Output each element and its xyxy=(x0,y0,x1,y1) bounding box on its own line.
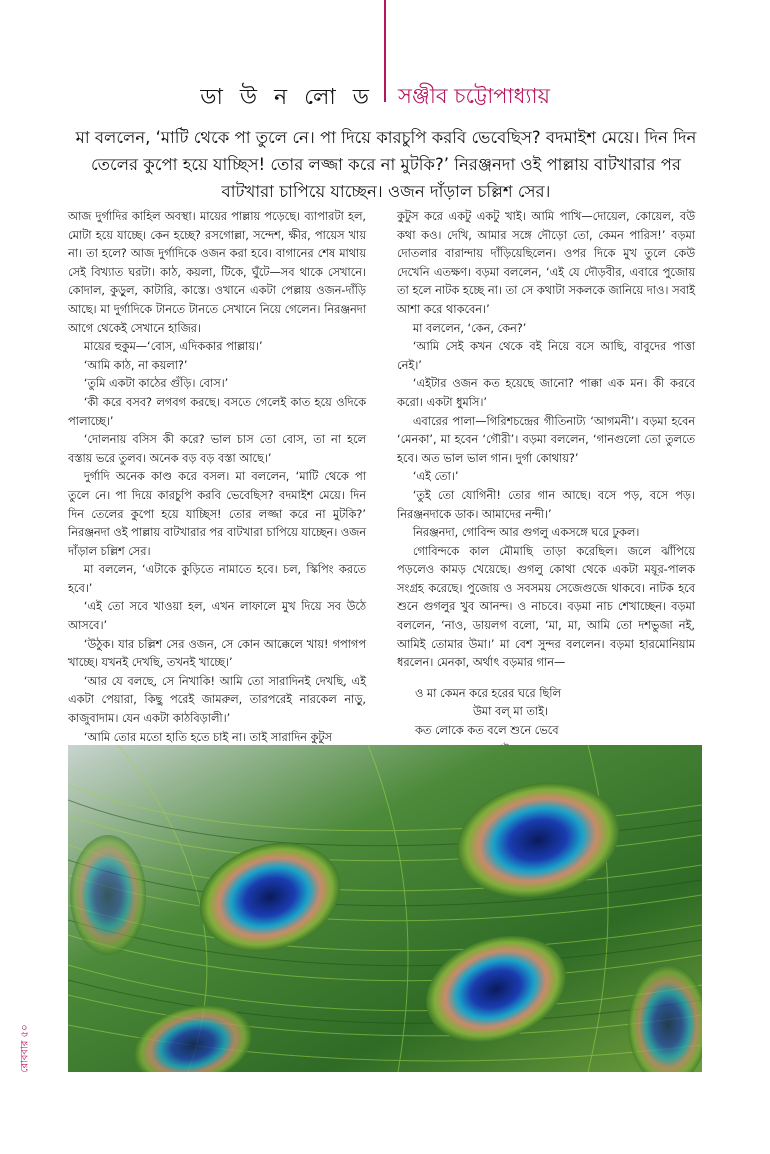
paragraph: ‘এই তো সবে খাওয়া হল, এখন লাফালে মুখ দিয়ে সব উঠে আসবে।’ xyxy=(68,600,366,633)
song-line: ও মা কেমন করে হরের ঘরে ছিলি xyxy=(415,686,561,700)
paragraph: নিরঞ্জনদা, গোবিন্দ আর গুগলু একসঙ্গে ঘরে ঢুকল। xyxy=(412,526,640,540)
peacock-feather-photo xyxy=(68,745,702,1072)
paragraph: ‘আর যে বলছে, সে নিখাকি! আমি তো সারাদিনই দেখছি, এই একটা পেয়ারা, কিছু পরেই জামরুল, তারপরেই নারকেল নাড়ু, কাজুবাদাম। যেন একটা কাঠবিড়ালী।’ xyxy=(68,674,366,726)
paragraph: মা বললেন, ‘এটাকে কুড়িতে নামাতে হবে। চল, স্কিপিং করতে হবে।’ xyxy=(68,563,366,595)
paragraph: ‘এইটার ওজন কত হয়েছে জানো? পাক্কা এক মন। কী করবে করো। একটা ধুমসি।’ xyxy=(397,377,695,409)
paragraph: ‘উঠুক। যার চল্লিশ সের ওজন, সে কোন আক্কেলে খায়! গপাগপ খাচ্ছে। যখনই দেখছি, তখনই খাচ্ছে।’ xyxy=(68,637,366,670)
paragraph: ‘তুই তো যোগিনী! তোর গান আছে। বসে পড়, বসে পড়। নিরঞ্জনদাকে ডাক। আমাদের নন্দী।’ xyxy=(397,488,695,521)
paragraph: মা বললেন, ‘কেন, কেন?’ xyxy=(412,321,527,335)
paragraph: ‘আমি কাঠ, না কয়লা?’ xyxy=(83,358,188,372)
paragraph: ‘আমি তোর মতো হাতি হতে চাই না। তাই সারাদিন কুটুস xyxy=(83,730,332,744)
header-divider-line xyxy=(384,0,386,102)
paragraph: আজ দুর্গাদির কাহিল অবস্থা। মায়ের পাল্লায় পড়েছে। ব্যাপারটা হল, মোটা হয়ে যাচ্ছে। কেন হচ্ছে? রসগোল্লা, সন্দেশ, ক্ষীর, পায়েস খায় না। তা হলে? আজ দুর্গাদিকে ওজন করা হবে। বাগানের শেষ মাথায় সেই বিখ্যাত ঘরটা। কাঠ, কয়লা, টিকে, ঘুঁটে—সব থাকে সেখানে। কোদাল, কুড়ুল, কাটারি, কাস্তে। ওখানে একটা পেল্লায় ওজন-দাঁড়ি আছে। মা দুর্গাদিকে টানতে টানতে সেখানে নিয়ে গেলেন। নিরঞ্জনদা আগে থেকেই সেখানে হাজির। xyxy=(68,210,366,335)
right-text-column xyxy=(397,208,695,759)
paragraph: গোবিন্দকে কাল মৌমাছি তাড়া করেছিল। জলে ঝাঁপিয়ে পড়লেও কামড় খেয়েছে। গুগলু কোথা থেকে একটা ময়ূর-পালক সংগ্রহ করেছে। পুজোয় ও সবসময় সেজেগুজে থাকবে। নাটক হবে শুনে গুগলুর খুব আনন্দ। ও নাচবে। বড়মা নাচ শেখাচ্ছেন। বড়মা বললেন, ‘নাও, ডায়লগ বলো, ‘মা, মা, আমি তো দশভুজা নই, আমিই তোমার উমা।’ মা বেশ সুন্দর বললেন। বড়মা হারমোনিয়াম ধরলেন। মেনকা, অর্থাৎ বড়মার গান— xyxy=(397,544,695,670)
paragraph: কুটুস করে একটু একটু খাই। আমি পাখি—দোয়েল, কোয়েল, বউ কথা কও। দেখি, আমার সঙ্গে দৌড়ো তো, কেমন পারিস!’ বড়মা দোতলার বারান্দায় দাঁড়িয়েছিলেন। ওপর দিকে মুখ তুলে কেউ দেখেনি এতক্ষণ। বড়মা বললেন, ‘এই যে দৌড়বীর, এবারে পুজোয় তা হলে নাটক হচ্ছে না। তা সে কথাটা সকলকে জানিয়ে দাও। সবাই আশা করে থাকবেন।’ xyxy=(397,210,695,316)
author-name: সঞ্জীব চট্টোপাধ্যায় xyxy=(398,84,550,108)
page-folio xyxy=(16,1010,30,1090)
paragraph: ‘কী করে বসব? লগবগ করছে। বসতে গেলেই কাত হয়ে ওদিকে পালাচ্ছে।’ xyxy=(68,395,366,428)
magazine-name: রোববার xyxy=(19,1040,31,1073)
paragraph: ‘তুমি একটা কাঠের গুঁড়ি। বোস।’ xyxy=(83,377,229,391)
page-number: ৫০ xyxy=(19,1024,31,1038)
paragraph: ‘এই তো।’ xyxy=(412,470,459,484)
paragraph: মায়ের হুকুম—‘বোস, এদিককার পাল্লায়।’ xyxy=(83,340,263,354)
pull-quote: মা বললেন, ‘মাটি থেকে পা তুলে নে। পা দিয়ে কারচুপি করবি ভেবেছিস? বদমাইশ মেয়ে। দিন দিন তেলের কুপো হয়ে যাচ্ছিস! তোর লজ্জা করে না মুটকি?’ নিরঞ্জনদা ওই পাল্লায় বাটখারার পর বাটখারা চাপিয়ে যাচ্ছেন। ওজন দাঁড়াল চল্লিশ সের। xyxy=(75,128,697,201)
song-line: উমা বল্ মা তাই। xyxy=(473,705,549,719)
feather-eye xyxy=(70,835,146,955)
section-title: ডা উ ন লো ড xyxy=(200,85,374,110)
paragraph: ‘দোলনায় বসিস কী করে? ভাল চাস তো বোস, তা না হলে বস্তায় ভরে তুলব। অনেক বড় বড় বস্তা আছে।’ xyxy=(68,433,366,465)
paragraph: এবারের পালা—গিরিশচন্দ্রের গীতিনাট্য ‘আগমনী’। বড়মা হবেন ‘মেনকা’, মা হবেন ‘গৌরী’। বড়মা বললেন, ‘গানগুলো তো তুলতে হবে। অত ভাল ভাল গান। দুর্গা কোথায়?’ xyxy=(397,414,695,465)
paragraph: ‘আমি সেই কখন থেকে বই নিয়ে বসে আছি, বাবুদের পাত্তা নেই।’ xyxy=(397,340,695,372)
song-line: কত লোকে কত বলে শুনে ভেবে xyxy=(415,724,559,738)
paragraph: দুর্গাদি অনেক কাণ্ড করে বসল। মা বললেন, ‘মাটি থেকে পা তুলে নে। পা দিয়ে কারচুপি করবি ভেবেছিস? বদমাইশ মেয়ে। দিন দিন তেলের কুপো হয়ে যাচ্ছিস! তোর লজ্জা করে না মুটকি?’ নিরঞ্জনদা ওই পাল্লায় বাটখারার পর বাটখারা চাপিয়ে যাচ্ছেন। ওজন দাঁড়াল চল্লিশ সের। xyxy=(68,470,366,558)
left-text-column xyxy=(68,208,366,747)
